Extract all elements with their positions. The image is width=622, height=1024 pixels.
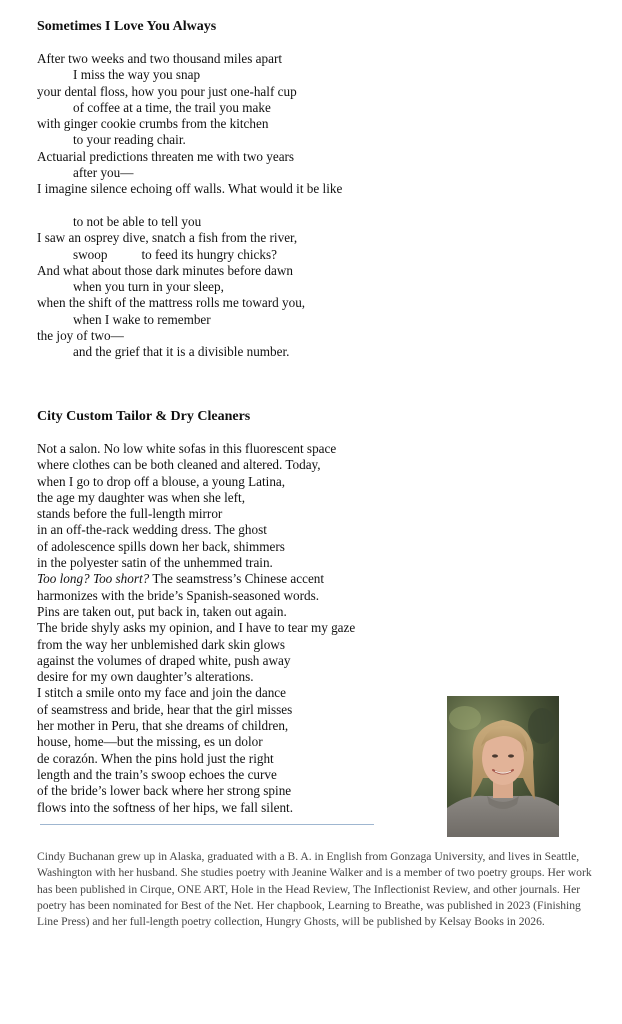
poem-line (37, 295, 342, 311)
line-text: of adolescence spills down her back, shimmers (37, 538, 285, 554)
poem-line (37, 457, 355, 473)
line-text: after you— (73, 165, 134, 181)
line-text: The bride shyly asks my opinion, and I have to tear my gaze (37, 620, 356, 636)
line-text: the joy of two— (37, 328, 124, 344)
poem-line (37, 67, 342, 83)
line-text: After two weeks and two thousand miles apart (37, 51, 283, 66)
line-text: And what about those dark minutes before dawn (37, 262, 293, 278)
poem-line (37, 555, 355, 571)
poem-line (37, 344, 342, 360)
line-text: de corazón. When the pins hold just the right (37, 750, 274, 766)
line-text: against the volumes of draped white, push away (37, 652, 291, 668)
author-portrait-image (447, 696, 559, 837)
poem-body (37, 51, 342, 361)
line-text: Pins are taken out, put back in, taken out again. (37, 603, 287, 619)
line-text: I miss the way you snap (73, 67, 201, 83)
poem-title: City Custom Tailor & Dry Cleaners (37, 409, 251, 424)
line-text: with ginger cookie crumbs from the kitchen (37, 116, 269, 132)
poem-line (37, 783, 355, 799)
poem-line (37, 653, 355, 669)
poem-line (37, 116, 342, 132)
line-text: when I go to drop off a blouse, a young Latina, (37, 473, 286, 489)
line-text: the age my daughter was when she left, (37, 489, 245, 505)
line-text: swoop (73, 246, 108, 262)
poem-line (37, 328, 342, 344)
line-text: stands before the full-length mirror (37, 506, 223, 522)
poem-line (37, 149, 342, 165)
line-text: Actuarial predictions threaten me with two years (37, 148, 295, 164)
poem-line (37, 522, 355, 538)
line-text: harmonizes with the bride’s Spanish-seasoned words. (37, 587, 320, 603)
line-text-continued: to feed its hungry chicks? (141, 246, 277, 262)
line-text: to your reading chair. (73, 132, 186, 148)
poem-line (37, 51, 342, 67)
line-text: to not be able to tell you (73, 213, 202, 229)
poem-line (37, 702, 355, 718)
poem-line (37, 571, 355, 587)
line-text: when the shift of the mattress rolls me toward you, (37, 295, 306, 311)
line-text: Not a salon. No low white sofas in this fluorescent space (37, 441, 337, 456)
poem-line (37, 539, 355, 555)
poem-line (37, 279, 342, 295)
poem-line (37, 100, 342, 116)
poem-line (37, 198, 342, 214)
line-text: in an off-the-rack wedding dress. The ghost (37, 522, 267, 538)
poem-line (37, 84, 342, 100)
poem-line (37, 588, 355, 604)
author-photo (447, 696, 559, 837)
section-divider (40, 824, 374, 825)
line-text: of coffee at a time, the trail you make (73, 99, 271, 115)
line-text: flows into the softness of her hips, we fall silent. (37, 799, 294, 815)
poem-line (37, 181, 342, 197)
poem-line (37, 312, 342, 328)
line-text: when you turn in your sleep, (73, 279, 224, 295)
line-text: of seamstress and bride, hear that the girl misses (37, 701, 293, 717)
poem-line (37, 800, 355, 816)
poem-line (37, 263, 342, 279)
line-text: house, home—but the missing, es un dolor (37, 734, 263, 750)
line-text: her mother in Peru, that she dreams of children, (37, 718, 289, 734)
poem-line (37, 669, 355, 685)
line-text: from the way her unblemished dark skin glows (37, 636, 285, 652)
poem-line (37, 214, 342, 230)
poem-line (37, 247, 342, 263)
poem-line (37, 474, 355, 490)
line-text: I saw an osprey dive, snatch a fish from the river, (37, 230, 298, 246)
line-text: desire for my own daughter’s alterations. (37, 669, 254, 685)
poem-line (37, 132, 342, 148)
poem-line (37, 751, 355, 767)
poem-line (37, 685, 355, 701)
line-text: when I wake to remember (73, 311, 211, 327)
line-text: length and the train’s swoop echoes the curve (37, 766, 277, 782)
line-text: I stitch a smile onto my face and join the dance (37, 685, 287, 701)
poem-line (37, 441, 355, 457)
poem-line (37, 637, 355, 653)
poem-line (37, 620, 355, 636)
poem-body (37, 441, 355, 816)
poem-title: Sometimes I Love You Always (37, 19, 217, 34)
line-text: your dental floss, how you pour just one-half cup (37, 83, 297, 99)
line-text: of the bride’s lower back where her strong spine (37, 783, 292, 799)
line-text: The seamstress’s Chinese accent (149, 571, 325, 587)
line-text: where clothes can be both cleaned and altered. Today, (37, 457, 321, 473)
poem-line (37, 490, 355, 506)
poem-line (37, 767, 355, 783)
author-bio: Cindy Buchanan grew up in Alaska, graduated with a B. A. in English from Gonzaga University, and lives in Seattle, Washington with her husband. She studies poetry with Jeanine Walker and is a member of two poetry groups. Her work has been published in Cirque, ONE ART, Hole in the Head Review, The Inflectionist Review, and other journals. Her poetry has been nominated for Best of the Net. Her chapbook, Learning to Breathe, was published in 2023 (Finishing Line Press) and her full-length poetry collection, Hungry Ghosts, will be published by Kelsay Books in 2026. (37, 850, 592, 929)
line-text: I imagine silence echoing off walls. What would it be like (37, 181, 343, 197)
line-text: in the polyester satin of the unhemmed train. (37, 555, 273, 571)
italic-phrase: Too long? Too short? (37, 571, 150, 587)
poem-line (37, 734, 355, 750)
poem-line (37, 506, 355, 522)
line-text: and the grief that it is a divisible number. (73, 344, 290, 360)
poem-line (37, 165, 342, 181)
poem-line (37, 230, 342, 246)
poem-line (37, 604, 355, 620)
poem-line (37, 718, 355, 734)
